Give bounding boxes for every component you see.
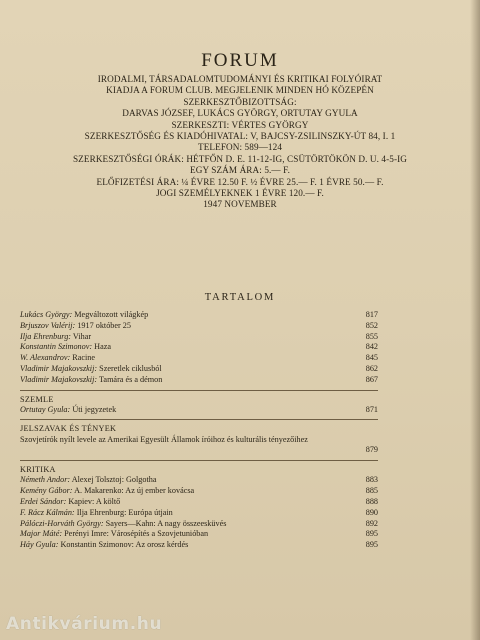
toc-entry <box>20 434 378 456</box>
entry-title: Megváltozott világkép <box>74 310 149 319</box>
toc-entry <box>20 353 378 364</box>
entry-page: 855 <box>365 331 378 341</box>
masthead-line: KIADJA A FORUM CLUB. MEGJELENIK MINDEN HÓ KÖZEPÉN <box>106 85 374 96</box>
entry-author: Major Máté: <box>20 529 63 539</box>
section-label-jelszavak: JELSZAVAK ÉS TÉNYEK <box>20 424 117 434</box>
entry-page: 888 <box>365 496 378 506</box>
journal-title: FORUM <box>201 50 279 71</box>
entry-author: Vladimir Majakovszkij: <box>20 374 98 384</box>
masthead-line: TELEFON: 589—124 <box>197 142 283 153</box>
entry-author: W. Alexandrov: <box>20 353 71 363</box>
entry-page: 862 <box>365 363 378 373</box>
entry-page: 871 <box>365 404 378 414</box>
entry-title: Kapiev: A költő <box>68 496 121 506</box>
entry-author: Vladimir Majakovszkij: <box>20 363 98 373</box>
section-divider <box>20 419 378 420</box>
entry-title: Ilja Ehrenburg: Európa útjain <box>76 507 173 517</box>
entry-page: 883 <box>365 475 378 485</box>
section-divider <box>20 460 378 461</box>
entry-title: Vihar <box>72 331 92 341</box>
toc-entry <box>20 529 378 540</box>
entry-author: Ortutay Gyula: <box>20 404 71 414</box>
masthead-line: SZERKESZTŐBIZOTTSÁG: <box>183 96 297 107</box>
toc-entry <box>20 475 378 486</box>
entry-title: Úti jegyzetek <box>72 404 117 414</box>
toc-entry <box>20 405 378 416</box>
entry-page: 885 <box>365 486 378 496</box>
masthead <box>0 50 480 211</box>
masthead-line: JOGI SZEMÉLYEKNEK 1 ÉVRE 120.— F. <box>156 188 324 199</box>
entry-page: 867 <box>365 374 378 384</box>
entry-page: 879 <box>365 445 378 455</box>
toc-entry <box>20 310 378 321</box>
entry-title: Tamára és a démon <box>99 374 163 384</box>
toc-entry <box>20 342 378 353</box>
entry-author: F. Rácz Kálmán: <box>20 507 75 517</box>
entry-page: 895 <box>365 540 378 550</box>
entry-page: 890 <box>365 507 378 517</box>
entry-page: 842 <box>365 342 378 352</box>
toc-entry <box>20 486 378 497</box>
watermark-logo: Antikvárium.hu <box>6 614 163 634</box>
entry-title: Perényi Imre: Városépítés a Szovjetunióban <box>64 529 209 539</box>
entry-title: Racine <box>72 353 95 363</box>
toc-entry <box>20 519 378 530</box>
entry-author: Konstantin Szimonov: <box>20 342 93 352</box>
entry-title: Haza <box>94 342 111 352</box>
toc-entry <box>20 540 378 551</box>
masthead-line: SZERKESZTI: VÉRTES GYÖRGY <box>171 119 309 130</box>
entry-author: Lukács György: <box>20 310 73 319</box>
entry-page: 852 <box>365 320 378 330</box>
masthead-line: IRODALMI, TÁRSADALOMTUDOMÁNYI ÉS KRITIKAI FOLYÓIRAT <box>97 74 383 84</box>
toc-heading: TARTALOM <box>204 292 276 303</box>
entry-page: 845 <box>365 353 378 363</box>
entry-title: Konstantin Szimonov: Az orosz kérdés <box>60 540 189 550</box>
entry-title: A. Makarenko: Az új ember kovácsa <box>74 486 195 496</box>
section-label-kritika: KRITIKA <box>20 465 56 475</box>
entry-author: Brjuszov Valérij: <box>20 320 76 330</box>
section-divider <box>20 390 378 391</box>
masthead-line: DARVAS JÓZSEF, LUKÁCS GYÖRGY, ORTUTAY GYULA <box>122 108 358 119</box>
entry-author: Kemény Gábor: <box>20 486 73 496</box>
entry-title: 1917 október 25 <box>77 320 131 330</box>
section-label-szemle: SZEMLE <box>20 394 54 404</box>
entry-title: Szeretlek ciklusból <box>99 363 162 373</box>
masthead-line: 1947 NOVEMBER <box>203 199 277 210</box>
masthead-line: SZERKESZTŐSÉG ÉS KIADÓHIVATAL: V, BAJCSY-ZSILINSZKY-ÚT 84, I. 1 <box>84 131 396 142</box>
table-of-contents <box>20 310 378 551</box>
toc-entry <box>20 321 378 332</box>
entry-author: Erdei Sándor: <box>20 496 67 506</box>
entry-title: Alexej Tolsztoj: Golgotha <box>71 475 157 485</box>
main-entries <box>20 310 378 386</box>
entry-author: Németh Andor: <box>20 475 71 485</box>
entry-page: 817 <box>365 310 378 319</box>
toc-entry <box>20 332 378 343</box>
entry-page: 892 <box>365 518 378 528</box>
masthead-line: EGY SZÁM ÁRA: 5.— F. <box>190 165 290 176</box>
toc-entry <box>20 497 378 508</box>
masthead-line: SZERKESZTŐSÉGI ÓRÁK: HÉTFŐN D. E. 11-12-IG, CSÜTÖRTÖKÖN D. U. 4-5-IG <box>72 153 408 164</box>
entry-author: Háy Gyula: <box>20 540 59 550</box>
entry-author: Ilja Ehrenburg: <box>20 331 72 341</box>
entry-title: Sayers—Kahn: A nagy összeesküvés <box>105 518 227 528</box>
toc-entry <box>20 508 378 519</box>
entry-title: Szovjetírók nyílt levele az Amerikai Egyesült Államok íróihoz és kulturális tényezőihez <box>20 435 308 445</box>
entry-page: 895 <box>365 529 378 539</box>
entry-author: Pálóczi-Horváth György: <box>20 518 104 528</box>
masthead-line: ELŐFIZETÉSI ÁRA: ¼ ÉVRE 12.50 F. ½ ÉVRE 25.— F. 1 ÉVRE 50.— F. <box>96 176 384 187</box>
toc-entry <box>20 364 378 375</box>
toc-entry <box>20 375 378 386</box>
